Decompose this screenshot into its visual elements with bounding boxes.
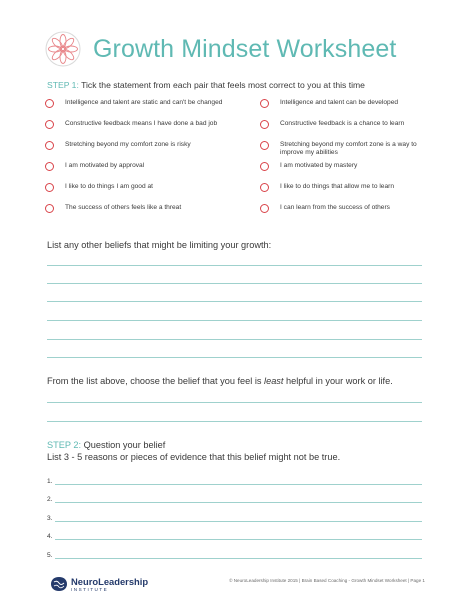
- writing-line[interactable]: [47, 402, 422, 403]
- line-number: 2.: [47, 496, 53, 503]
- statement-option-left[interactable]: [45, 162, 257, 171]
- tick-circle-icon[interactable]: [260, 183, 269, 192]
- brand-name: NeuroLeadership: [71, 576, 149, 587]
- tick-circle-icon[interactable]: [260, 141, 269, 150]
- choose-prompt-before: From the list above, choose the belief that you feel is: [47, 376, 265, 386]
- writing-line[interactable]: [55, 539, 422, 540]
- writing-line[interactable]: [47, 339, 422, 340]
- tick-circle-icon[interactable]: [45, 183, 54, 192]
- statement-text: I am motivated by mastery: [280, 162, 358, 169]
- choose-prompt-emphasis: least: [264, 376, 284, 386]
- tick-circle-icon[interactable]: [45, 162, 54, 171]
- worksheet-header: [45, 31, 445, 71]
- statement-pair: [45, 141, 445, 162]
- numbered-line[interactable]: [47, 515, 422, 525]
- statement-pair: [45, 183, 445, 204]
- statement-pairs: [45, 99, 445, 225]
- statement-text: Stretching beyond my comfort zone is risky: [65, 141, 191, 148]
- statement-option-right[interactable]: [260, 99, 440, 108]
- statement-text: Constructive feedback means I have done a bad job: [65, 120, 218, 127]
- statement-option-right[interactable]: [260, 183, 440, 192]
- writing-line[interactable]: [47, 357, 422, 358]
- writing-line[interactable]: [47, 301, 422, 302]
- step2-title: Question your belief: [83, 440, 166, 450]
- brain-logo-icon: [50, 576, 68, 592]
- writing-line[interactable]: [55, 521, 422, 522]
- writing-line[interactable]: [55, 502, 422, 503]
- step1-heading: [47, 80, 365, 90]
- statement-pair: [45, 99, 445, 120]
- statement-option-right[interactable]: [260, 141, 440, 157]
- line-number: 1.: [47, 478, 53, 485]
- tick-circle-icon[interactable]: [260, 162, 269, 171]
- step2-heading: [47, 440, 165, 450]
- numbered-line[interactable]: [47, 533, 422, 543]
- writing-line[interactable]: [47, 283, 422, 284]
- brand-subtitle: INSTITUTE: [71, 587, 109, 592]
- step1-label: STEP 1:: [47, 80, 79, 90]
- step2-label: STEP 2:: [47, 440, 82, 450]
- statement-text: Constructive feedback is a chance to learn: [280, 120, 405, 127]
- tick-circle-icon[interactable]: [260, 204, 269, 213]
- tick-circle-icon[interactable]: [45, 99, 54, 108]
- statement-option-left[interactable]: [45, 183, 257, 192]
- step1-instruction: Tick the statement from each pair that feels most correct to you at this time: [81, 80, 365, 90]
- numbered-line[interactable]: [47, 496, 422, 506]
- statement-pair: [45, 204, 445, 225]
- statement-option-right[interactable]: [260, 162, 440, 171]
- statement-text: Intelligence and talent are static and can't be changed: [65, 99, 223, 106]
- statement-text: I am motivated by approval: [65, 162, 145, 169]
- statement-option-right[interactable]: [260, 120, 440, 129]
- tick-circle-icon[interactable]: [45, 204, 54, 213]
- line-number: 4.: [47, 533, 53, 540]
- beliefs-prompt: List any other beliefs that might be limiting your growth:: [47, 240, 272, 250]
- tick-circle-icon[interactable]: [260, 120, 269, 129]
- line-number: 5.: [47, 552, 53, 559]
- writing-line[interactable]: [47, 421, 422, 422]
- numbered-line[interactable]: [47, 478, 422, 488]
- choose-prompt-after: helpful in your work or life.: [283, 376, 393, 386]
- writing-line[interactable]: [47, 265, 422, 266]
- step2-instruction: List 3 - 5 reasons or pieces of evidence that this belief might not be true.: [47, 452, 341, 462]
- footer-copyright: © NeuroLeadership Institute 2015 | Brain Based Coaching - Growth Mindset Worksheet | Page 1: [229, 578, 425, 583]
- line-number: 3.: [47, 515, 53, 522]
- writing-line[interactable]: [55, 558, 422, 559]
- tick-circle-icon[interactable]: [45, 141, 54, 150]
- tick-circle-icon[interactable]: [260, 99, 269, 108]
- statement-option-left[interactable]: [45, 120, 257, 129]
- statement-option-left[interactable]: [45, 99, 257, 108]
- statement-option-right[interactable]: [260, 204, 440, 213]
- page-title: Growth Mindset Worksheet: [93, 35, 397, 63]
- choose-belief-prompt: [47, 376, 393, 386]
- statement-pair: [45, 120, 445, 141]
- statement-text: I can learn from the success of others: [280, 204, 390, 211]
- statement-text: I like to do things that allow me to learn: [280, 183, 394, 190]
- tick-circle-icon[interactable]: [45, 120, 54, 129]
- statement-text: I like to do things I am good at: [65, 183, 153, 190]
- statement-pair: [45, 162, 445, 183]
- statement-text: Intelligence and talent can be developed: [280, 99, 399, 106]
- flower-mandala-icon: [45, 31, 81, 67]
- numbered-line[interactable]: [47, 552, 422, 562]
- statement-option-left[interactable]: [45, 141, 257, 150]
- statement-text: Stretching beyond my comfort zone is a way to improve my abilities: [280, 141, 417, 156]
- statement-option-left[interactable]: [45, 204, 257, 213]
- writing-line[interactable]: [47, 320, 422, 321]
- statement-text: The success of others feels like a threat: [65, 204, 182, 211]
- writing-line[interactable]: [55, 484, 422, 485]
- footer-logo: [50, 575, 150, 597]
